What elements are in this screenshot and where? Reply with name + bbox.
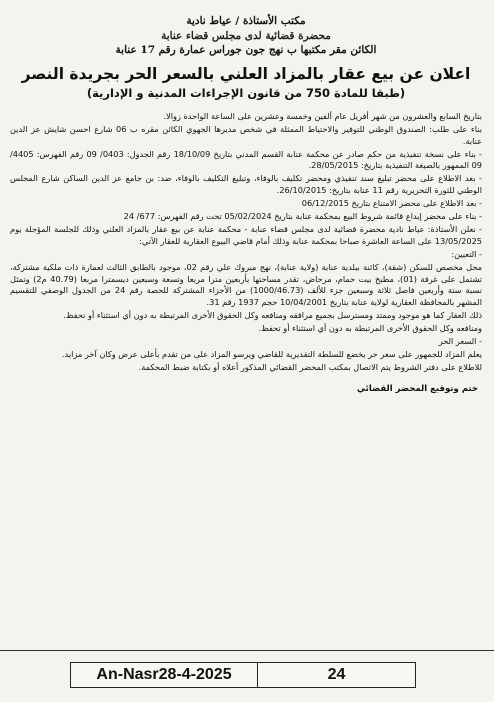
notice-section-label: - التعيين: [451, 249, 482, 260]
notice-paragraph: - بعد الاطلاع على محضر الامتناع بتاريخ 06/12/2015 [301, 198, 482, 209]
bailiff-role: محضرة قضائية لدى مجلس قضاء عنابة [161, 30, 331, 42]
notice-subheadline: (طبقا للمادة 750 من قانون الإجراءات المدنية و الإدارية) [86, 86, 406, 100]
bailiff-address: الكائن مقر مكتبها ب نهج جون جوراس عمارة رقم 17 عنابة [115, 44, 377, 56]
notice-paragraph: - بناء على نسخة تنفيذية من حكم صادر عن محكمة عنابة القسم المدني بتاريخ 18/10/09 رقم الجدول: 0403/ 09 رقم الفهرس: 4405/ 09 الممهور بالصيغة التنفيذية بتاريخ: 28/05/2015. [10, 148, 482, 171]
notice-paragraph: ذلك العقار كما هو موجود وممتد ومسترسل بجميع مرافقه ومنافعه وكل الحقوق الأخرى المرتبطة به دون أي استثناء أو تحفظ. [63, 310, 482, 320]
notice-paragraph: - بناء على محضر إيداع قائمة شروط البيع بمحكمة عنابة بتاريخ 05/02/2024 تحت رقم الفهرس: 677/ 24 [123, 211, 482, 222]
notice-paragraph: بناء على طلب: الصندوق الوطني للتوفير والاحتياط الممثلة في شخص مديرها الجهوي الكائن مقره ب 06 شارع احسن شايش عز الدين عنابة. [10, 124, 482, 146]
signature-label: ختم وتوقيع المحضر القضائي [357, 383, 478, 394]
notice-paragraph: - نعلن الأستاذة: عياط نادية محضرة قضائية لدى مجلس قضاء عنابة - محكمة عنابة عن بيع عقار بالمزاد العلني وذلك للجلسة المؤجلة يوم 13/05/2025 على الساعة العاشرة صباحا بمحكمة عنابة وذلك أمام قاضي البيوع العقارية للعقار الآتي: [10, 224, 482, 246]
notice-headline: اعلان عن بيع عقار بالمزاد العلني بالسعر الحر بجريدة النصر [21, 65, 471, 83]
page-number: 24 [327, 666, 346, 683]
notice-body [10, 111, 482, 374]
notice-section-label: - السعر الحر [438, 336, 482, 347]
legal-notice [10, 4, 482, 644]
property-description: محل مخصص للسكن (شقة)، كائنة ببلدية عنابة (ولاية عنابة)، نهج مبروك علي رقم 02، موجود بالطابق الثالث لعمارة ذات ملكية مشتركة، تشتمل على غرفة (01)، مطبخ بيت حمام، مرحاض، تقدر مساحتها بأربعين مترا مربعا وتسعة وسبعين ديسمترا مربعا (40.79 م2) وتمثل نسبة ستة وأربعين فاصل ثلاثة وسبعين جزء للألف (1000/46.73) من الأجزاء المشتركة للحصة رقم 24 من الجدول الوصفي للتقسيم المشهر بالمحافظة العقارية لولاية عنابة بتاريخ 10/04/2001 حجم 1937 رقم 31. [10, 262, 483, 307]
footer-divider [0, 650, 494, 651]
notice-paragraph: للاطلاع على دفتر الشروط يتم الاتصال بمكتب المحضر القضائي المذكور أعلاه أو بكتابة ضبط المحكمة. [138, 362, 482, 373]
notice-paragraph: يعلم المزاد للجمهور على سعر حر يخضع للسلطة التقديرية للقاضي ويرسو المزاد على من تقدم بأعلى عرض وكان آخر مزايد. [61, 349, 482, 360]
publication-date: An-Nasr28-4-2025 [71, 663, 258, 687]
notice-paragraph: - بعد الاطلاع على محضر تبليغ سند تنفيذي ومحضر تكليف بالوفاء، وتبليغ التكليف بالوفاء، ضد: بن جامع عز الدين الساكن شارع المجلس الوطني للثورة التحريرية رقم 11 عنابة بتاريخ: 26/10/2015. [10, 173, 482, 196]
notice-paragraph: بتاريخ السابع والعشرون من شهر أفريل عام ألفين وخمسة وعشرين على الساعة الواحدة زوالا. [163, 111, 482, 121]
notice-paragraph: ومنافعه وكل الحقوق الأخرى المرتبطة به دون أي استثناء أو تحفظ. [258, 323, 482, 334]
page-footer [70, 662, 416, 688]
bailiff-office-name: مكتب الأستاذة / عياط نادية [186, 15, 306, 27]
